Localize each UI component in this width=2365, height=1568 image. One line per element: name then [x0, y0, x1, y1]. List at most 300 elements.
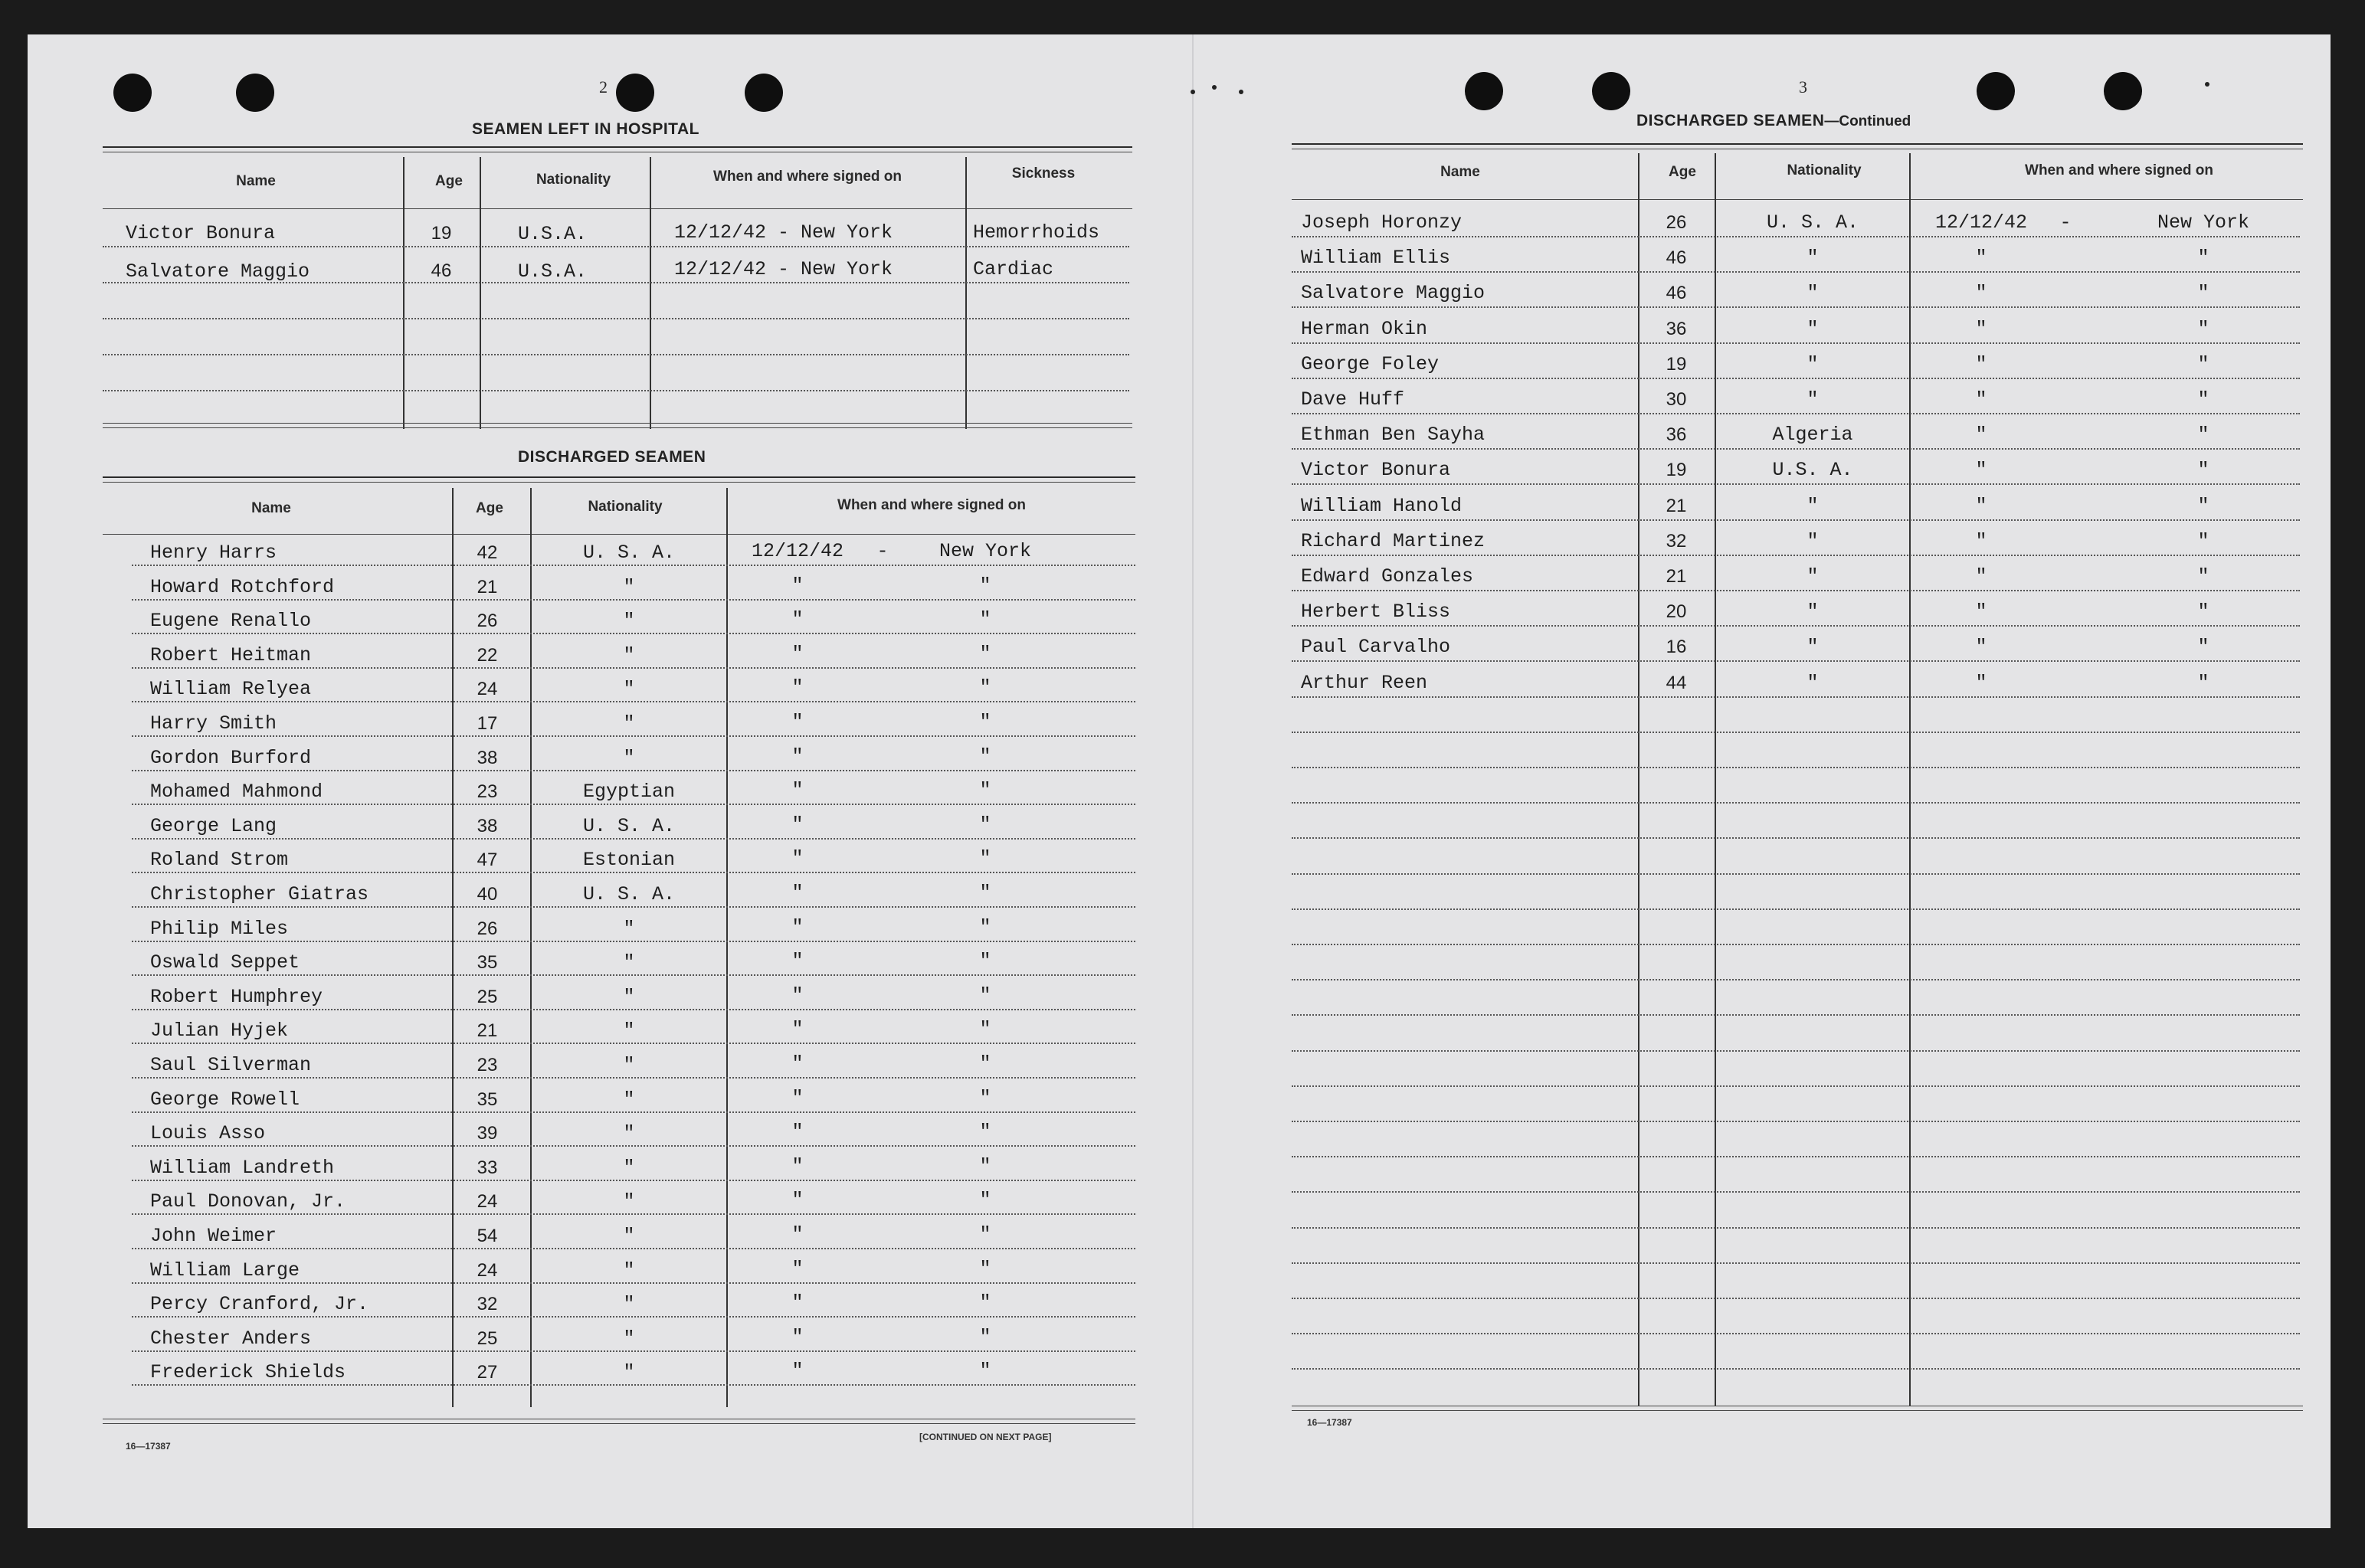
discharged-row-nationality: "	[623, 576, 635, 598]
discharged-row-date: "	[1975, 672, 1987, 694]
row-rule	[132, 1043, 1135, 1044]
discharged-row-date: "	[791, 1326, 804, 1348]
discharged-row-age: 46	[1666, 283, 1687, 303]
discharged-row-place: New York	[938, 540, 1032, 562]
row-rule	[1292, 342, 2300, 344]
discharged-row-name: Joseph Horonzy	[1301, 211, 1463, 234]
discharged-row-nationality: Estonian	[582, 849, 676, 871]
discharged-row-place: "	[979, 676, 991, 699]
discharged-row-date: "	[791, 1087, 804, 1109]
discharged-row-age: 21	[477, 1020, 498, 1041]
discharged-row-nationality: "	[1807, 247, 1819, 269]
row-rule	[1292, 696, 2300, 698]
rule	[103, 1423, 1135, 1424]
hospital-row-2-nationality: U.S.A.	[518, 260, 588, 283]
col-header-signed: When and where signed on	[2025, 162, 2213, 178]
row-rule	[1292, 1050, 2300, 1052]
col-divider	[480, 157, 481, 429]
discharged-row-nationality: "	[623, 918, 635, 940]
discharged-row-place: "	[979, 1360, 991, 1382]
discharged-row-place: "	[979, 916, 991, 938]
discharged-row-age: 26	[477, 611, 498, 631]
col-divider	[452, 488, 454, 1407]
discharged-row-age: 23	[477, 781, 498, 802]
discharged-row-age: 47	[477, 849, 498, 870]
discharged-row-name: Saul Silverman	[150, 1054, 312, 1076]
header-rule	[103, 534, 1135, 535]
discharged-row-nationality: "	[1807, 318, 1819, 340]
discharged-row-nationality: "	[1807, 672, 1819, 694]
row-rule	[1292, 519, 2300, 521]
discharged-row-name: Eugene Renallo	[150, 610, 312, 632]
row-rule	[132, 906, 1135, 908]
discharged-row-name: Herman Okin	[1301, 318, 1428, 340]
row-rule	[132, 1111, 1135, 1113]
discharged-row-age: 24	[477, 1260, 498, 1281]
discharged-row-age: 54	[477, 1226, 498, 1246]
discharged-row-dash: -	[2059, 211, 2072, 234]
discharged-row-age: 42	[477, 542, 498, 563]
discharged-row-date: "	[791, 1155, 804, 1177]
col-header-age: Age	[1669, 164, 1696, 180]
discharged-heading: DISCHARGED SEAMEN	[518, 448, 706, 466]
discharged-row-date: "	[791, 847, 804, 869]
discharged-row-date: "	[791, 1052, 804, 1075]
rule	[1292, 143, 2303, 145]
row-rule	[1292, 1191, 2300, 1193]
form-number: 16—17387	[1307, 1417, 1352, 1428]
discharged-row-age: 16	[1666, 637, 1687, 657]
discharged-row-nationality: "	[623, 644, 635, 666]
hospital-row-1-signed: 12/12/42 - New York	[674, 221, 893, 244]
discharged-row-name: Christopher Giatras	[150, 883, 369, 905]
col-divider	[726, 488, 728, 1407]
discharged-row-date: "	[791, 1018, 804, 1040]
discharged-row-place: "	[979, 950, 991, 972]
discharged-row-date: "	[1975, 318, 1987, 340]
row-rule	[132, 1384, 1135, 1386]
row-rule	[1292, 1014, 2300, 1016]
discharged-row-name: William Large	[150, 1259, 300, 1282]
discharged-row-place: "	[2197, 636, 2209, 658]
col-header-name: Name	[236, 173, 276, 189]
col-header-signed: When and where signed on	[837, 497, 1026, 513]
page-number: 2	[599, 77, 608, 97]
row-rule	[132, 1180, 1135, 1181]
discharged-row-place: "	[979, 1223, 991, 1246]
right-page	[1200, 34, 2331, 1528]
row-rule	[132, 872, 1135, 873]
discharged-row-age: 19	[1666, 460, 1687, 480]
row-rule	[1292, 1262, 2300, 1264]
discharged-row-nationality: "	[623, 610, 635, 632]
discharged-row-name: Roland Strom	[150, 849, 289, 871]
discharged-row-place: "	[2197, 459, 2209, 481]
row-rule	[132, 974, 1135, 976]
discharged-row-place: "	[979, 574, 991, 597]
discharged-row-name: Robert Humphrey	[150, 986, 323, 1008]
page-number: 3	[1799, 77, 1807, 97]
discharged-row-age: 20	[1666, 601, 1687, 622]
discharged-row-age: 21	[1666, 566, 1687, 587]
discharged-row-name: William Ellis	[1301, 247, 1451, 269]
row-rule	[132, 1350, 1135, 1352]
discharged-row-nationality: "	[623, 1361, 635, 1383]
row-rule	[1292, 979, 2300, 980]
row-rule	[103, 246, 1129, 247]
discharged-row-age: 39	[477, 1123, 498, 1144]
row-rule	[1292, 271, 2300, 273]
discharged-row-dash: -	[876, 540, 889, 562]
discharged-row-name: Robert Heitman	[150, 644, 312, 666]
discharged-row-place: "	[2197, 247, 2209, 269]
discharged-row-name: Percy Cranford, Jr.	[150, 1293, 369, 1315]
discharged-row-date: "	[1975, 636, 1987, 658]
discharged-row-date: "	[1975, 601, 1987, 623]
row-rule	[103, 354, 1129, 355]
discharged-row-age: 21	[477, 577, 498, 597]
discharged-row-age: 32	[477, 1294, 498, 1314]
discharged-row-nationality: "	[623, 1122, 635, 1144]
discharged-row-name: Paul Donovan, Jr.	[150, 1190, 346, 1213]
discharged-row-date: "	[791, 813, 804, 836]
discharged-row-date: "	[791, 1360, 804, 1382]
row-rule	[1292, 1085, 2300, 1087]
discharged-row-place: "	[979, 608, 991, 630]
discharged-row-nationality: "	[623, 678, 635, 700]
discharged-row-age: 36	[1666, 424, 1687, 445]
discharged-row-date: "	[791, 745, 804, 768]
discharged-row-name: Mohamed Mahmond	[150, 781, 323, 803]
discharged-row-name: Frederick Shields	[150, 1361, 346, 1383]
row-rule	[1292, 767, 2300, 768]
discharged-row-age: 27	[477, 1362, 498, 1383]
discharged-row-nationality: U.S. A.	[1772, 459, 1853, 481]
hospital-row-2-name: Salvatore Maggio	[126, 260, 310, 283]
discharged-row-name: William Hanold	[1301, 495, 1463, 517]
row-rule	[132, 667, 1135, 669]
discharged-row-name: Richard Martinez	[1301, 530, 1485, 552]
discharged-row-place: "	[2197, 601, 2209, 623]
discharged-row-age: 25	[477, 1328, 498, 1349]
row-rule	[132, 1248, 1135, 1249]
discharged-row-place: "	[2197, 530, 2209, 552]
discharged-row-date: "	[791, 1223, 804, 1246]
discharged-row-nationality: "	[1807, 388, 1819, 411]
row-rule	[1292, 590, 2300, 591]
discharged-row-nationality: "	[623, 1088, 635, 1111]
discharged-row-place: "	[979, 1326, 991, 1348]
row-rule	[103, 390, 1129, 391]
row-rule	[1292, 448, 2300, 450]
discharged-row-age: 35	[477, 1089, 498, 1110]
row-rule	[1292, 625, 2300, 627]
discharged-row-age: 17	[477, 713, 498, 734]
discharged-row-nationality: "	[1807, 353, 1819, 375]
discharged-row-nationality: "	[623, 712, 635, 735]
discharged-row-date: "	[791, 676, 804, 699]
discharged-row-name: Louis Asso	[150, 1122, 266, 1144]
row-rule	[1292, 1333, 2300, 1334]
discharged-row-age: 33	[477, 1157, 498, 1178]
row-rule	[1292, 732, 2300, 733]
discharged-row-place: "	[979, 1258, 991, 1280]
row-rule	[1292, 236, 2300, 237]
discharged-row-name: Howard Rotchford	[150, 576, 335, 598]
discharged-row-place: "	[2197, 495, 2209, 517]
discharged-row-date: "	[791, 916, 804, 938]
discharged-row-age: 25	[477, 987, 498, 1007]
discharged-row-name: George Rowell	[150, 1088, 300, 1111]
discharged-row-date: "	[791, 643, 804, 665]
continued-note: [CONTINUED ON NEXT PAGE]	[919, 1432, 1052, 1442]
col-header-name: Name	[251, 500, 291, 516]
header-rule	[103, 208, 1132, 209]
row-rule	[1292, 555, 2300, 556]
row-rule	[1292, 873, 2300, 875]
discharged-row-name: Paul Carvalho	[1301, 636, 1451, 658]
document-sheet	[28, 34, 2331, 1528]
discharged-row-date: "	[791, 882, 804, 904]
discharged-row-nationality: "	[1807, 601, 1819, 623]
hospital-row-1-nationality: U.S.A.	[518, 223, 588, 245]
row-rule	[1292, 837, 2300, 839]
discharged-row-nationality: U. S. A.	[1766, 211, 1859, 234]
row-rule	[1292, 944, 2300, 945]
discharged-row-name: Julian Hyjek	[150, 1020, 289, 1042]
discharged-row-name: George Lang	[150, 815, 277, 837]
discharged-row-place: "	[979, 1087, 991, 1109]
row-rule	[132, 599, 1135, 601]
discharged-row-name: Victor Bonura	[1301, 459, 1451, 481]
col-divider	[403, 157, 405, 429]
row-rule	[132, 1077, 1135, 1079]
discharged-row-name: Ethman Ben Sayha	[1301, 424, 1485, 446]
discharged-row-nationality: "	[623, 1327, 635, 1350]
row-rule	[132, 770, 1135, 771]
row-rule	[1292, 908, 2300, 910]
discharged-row-nationality: U. S. A.	[582, 883, 676, 905]
col-header-signed: When and where signed on	[713, 169, 902, 185]
discharged-row-nationality: U. S. A.	[582, 542, 676, 564]
discharged-row-date: 12/12/42	[1934, 211, 2028, 234]
row-rule	[1292, 1298, 2300, 1299]
discharged-row-age: 32	[1666, 531, 1687, 552]
discharged-row-nationality: "	[1807, 636, 1819, 658]
hospital-row-2-age: 46	[431, 260, 452, 281]
discharged-row-date: "	[1975, 353, 1987, 375]
rule	[103, 423, 1132, 424]
discharged-row-name: Arthur Reen	[1301, 672, 1428, 694]
col-divider	[1638, 153, 1639, 1406]
discharged-row-nationality: "	[1807, 530, 1819, 552]
discharged-row-date: "	[1975, 459, 1987, 481]
discharged-row-nationality: "	[623, 1293, 635, 1315]
row-rule	[132, 565, 1135, 566]
hospital-row-1-sickness: Hemorrhoids	[973, 221, 1100, 244]
discharged-row-age: 38	[477, 816, 498, 836]
discharged-row-date: "	[791, 779, 804, 801]
discharged-row-name: William Landreth	[150, 1157, 335, 1179]
discharged-row-place: "	[979, 813, 991, 836]
heading-main: DISCHARGED SEAMEN	[1636, 112, 1825, 129]
row-rule	[1292, 1368, 2300, 1370]
discharged-row-name: George Foley	[1301, 353, 1440, 375]
heading-continued: —Continued	[1824, 113, 1911, 129]
discharged-row-place: "	[979, 1155, 991, 1177]
discharged-row-nationality: "	[1807, 495, 1819, 517]
hospital-row-2-signed: 12/12/42 - New York	[674, 258, 893, 280]
discharged-row-place: "	[979, 847, 991, 869]
col-divider	[530, 488, 532, 1407]
discharged-row-age: 30	[1666, 389, 1687, 410]
discharged-row-place: "	[979, 1291, 991, 1314]
col-header-nationality: Nationality	[536, 172, 611, 188]
row-rule	[132, 735, 1135, 737]
discharged-row-place: "	[2197, 282, 2209, 304]
discharged-row-nationality: "	[623, 1157, 635, 1179]
discharged-row-date: "	[1975, 388, 1987, 411]
rule	[103, 146, 1132, 148]
col-header-age: Age	[476, 500, 503, 516]
discharged-row-name: Henry Harrs	[150, 542, 277, 564]
discharged-row-nationality: "	[623, 1259, 635, 1282]
discharged-row-place: "	[979, 711, 991, 733]
row-rule	[103, 282, 1129, 283]
row-rule	[132, 838, 1135, 840]
discharged-row-date: "	[1975, 530, 1987, 552]
row-rule	[132, 1213, 1135, 1215]
discharged-row-place: "	[979, 984, 991, 1007]
row-rule	[1292, 1121, 2300, 1122]
discharged-row-date: "	[1975, 495, 1987, 517]
header-rule	[1292, 199, 2303, 200]
col-divider	[1909, 153, 1911, 1406]
discharged-row-name: Oswald Seppet	[150, 951, 300, 974]
hospital-row-1-age: 19	[431, 223, 452, 244]
discharged-row-name: Dave Huff	[1301, 388, 1405, 411]
discharged-row-date: "	[791, 608, 804, 630]
discharged-row-name: Philip Miles	[150, 918, 289, 940]
discharged-row-age: 23	[477, 1055, 498, 1075]
row-rule	[132, 1282, 1135, 1284]
form-number: 16—17387	[126, 1441, 171, 1452]
rule	[103, 427, 1132, 428]
discharged-row-age: 24	[477, 679, 498, 699]
discharged-row-date: "	[791, 574, 804, 597]
discharged-row-date: "	[1975, 565, 1987, 588]
discharged-row-date: "	[791, 1189, 804, 1211]
discharged-row-name: Edward Gonzales	[1301, 565, 1474, 588]
discharged-row-place: "	[979, 1052, 991, 1075]
discharged-row-nationality: Egyptian	[582, 781, 676, 803]
discharged-row-place: "	[2197, 318, 2209, 340]
discharged-row-place: "	[979, 1121, 991, 1143]
row-rule	[1292, 483, 2300, 485]
discharged-row-nationality: "	[623, 747, 635, 769]
col-divider	[650, 157, 651, 429]
discharged-row-date: "	[791, 711, 804, 733]
discharged-row-age: 21	[1666, 496, 1687, 516]
row-rule	[1292, 1227, 2300, 1229]
discharged-row-age: 19	[1666, 354, 1687, 375]
discharged-row-age: 36	[1666, 319, 1687, 339]
discharged-row-nationality: "	[623, 986, 635, 1008]
discharged-row-name: Gordon Burford	[150, 747, 312, 769]
rule	[1292, 1410, 2303, 1411]
discharged-row-date: "	[791, 1121, 804, 1143]
discharged-row-age: 26	[1666, 212, 1687, 233]
discharged-row-age: 46	[1666, 247, 1687, 268]
row-rule	[1292, 660, 2300, 662]
discharged-row-nationality: "	[623, 1054, 635, 1076]
hospital-row-1-name: Victor Bonura	[126, 222, 276, 244]
discharged-row-place: "	[2197, 424, 2209, 446]
row-rule	[132, 941, 1135, 942]
hospital-heading: SEAMEN LEFT IN HOSPITAL	[472, 120, 699, 138]
row-rule	[1292, 413, 2300, 414]
discharged-row-nationality: "	[623, 951, 635, 974]
col-header-age: Age	[435, 173, 463, 189]
left-page	[28, 34, 1192, 1528]
row-rule	[132, 804, 1135, 805]
rule	[103, 482, 1135, 483]
discharged-row-nationality: "	[1807, 282, 1819, 304]
row-rule	[132, 1316, 1135, 1318]
discharged-row-name: Chester Anders	[150, 1327, 312, 1350]
discharged-row-age: 22	[477, 645, 498, 666]
discharged-row-nationality: "	[1807, 565, 1819, 588]
discharged-row-name: William Relyea	[150, 678, 312, 700]
discharged-row-place: "	[979, 1189, 991, 1211]
discharged-row-age: 35	[477, 952, 498, 973]
discharged-row-place: "	[979, 1018, 991, 1040]
discharged-row-age: 38	[477, 748, 498, 768]
discharged-row-place: "	[979, 882, 991, 904]
col-divider	[965, 157, 967, 429]
discharged-row-date: "	[1975, 424, 1987, 446]
discharged-row-age: 44	[1666, 673, 1687, 693]
discharged-row-nationality: U. S. A.	[582, 815, 676, 837]
discharged-row-place: "	[2197, 672, 2209, 694]
row-rule	[1292, 802, 2300, 804]
discharged-row-date: 12/12/42	[751, 540, 844, 562]
discharged-row-place: "	[2197, 565, 2209, 588]
row-rule	[1292, 306, 2300, 308]
discharged-row-place: "	[979, 779, 991, 801]
row-rule	[132, 1009, 1135, 1010]
discharged-row-name: Harry Smith	[150, 712, 277, 735]
discharged-row-name: John Weimer	[150, 1225, 277, 1247]
row-rule	[1292, 378, 2300, 379]
discharged-row-place: "	[979, 643, 991, 665]
discharged-row-date: "	[791, 1291, 804, 1314]
col-header-name: Name	[1440, 164, 1480, 180]
hospital-row-2-sickness: Cardiac	[973, 258, 1054, 280]
discharged-row-date: "	[791, 1258, 804, 1280]
col-header-sickness: Sickness	[1011, 165, 1076, 182]
discharged-row-place: "	[2197, 353, 2209, 375]
discharged-row-nationality: "	[623, 1225, 635, 1247]
discharged-row-name: Herbert Bliss	[1301, 601, 1451, 623]
discharged-row-nationality: "	[623, 1190, 635, 1213]
col-header-nationality: Nationality	[588, 499, 663, 515]
col-header-nationality: Nationality	[1787, 162, 1862, 178]
row-rule	[1292, 1156, 2300, 1157]
discharged-row-date: "	[1975, 247, 1987, 269]
discharged-continued-heading	[1636, 112, 1911, 130]
row-rule	[103, 318, 1129, 319]
